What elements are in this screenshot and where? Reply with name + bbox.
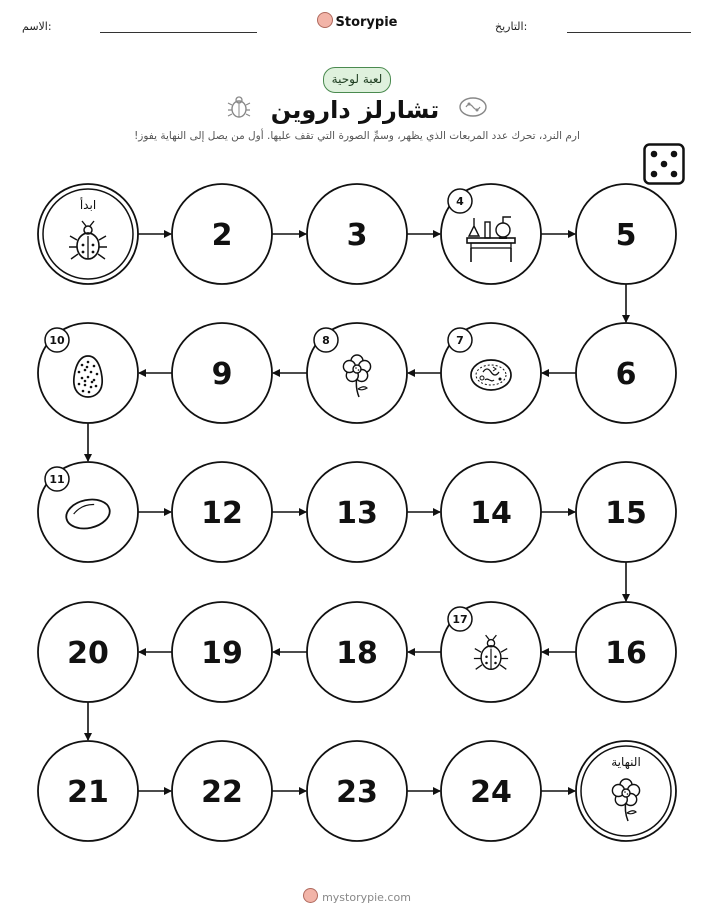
board-cell [38, 323, 138, 423]
name-label: الاسم: [22, 20, 52, 33]
end-label: النهاية [611, 755, 641, 769]
board-cell [307, 741, 407, 841]
board-cell [307, 184, 407, 284]
board-cell [307, 462, 407, 562]
board-cell [38, 741, 138, 841]
cell-number: 13 [336, 496, 378, 531]
cell-number: 18 [336, 636, 378, 671]
board-cell [576, 741, 676, 841]
board-cell [172, 184, 272, 284]
board-cell [307, 323, 407, 423]
board-cell [576, 462, 676, 562]
cell-number: 8 [322, 334, 330, 347]
cell-number: 20 [67, 636, 109, 671]
board-cell [441, 184, 541, 284]
instructions: ارم النرد، تحرك عدد المربعات الذي يظهر، وسمِّ الصورة التي تقف عليها. أول من يصل إلى النهاية يفوز! [134, 130, 580, 142]
cell-number: 10 [49, 334, 65, 347]
board-cell [172, 741, 272, 841]
board-cell [38, 184, 138, 284]
cell-number: 7 [456, 334, 464, 347]
footer [0, 888, 714, 904]
cell-number: 16 [605, 636, 647, 671]
cell-number: 15 [605, 496, 647, 531]
cell-number: 19 [201, 636, 243, 671]
title-text: تشارلز داروين [270, 96, 440, 124]
cell-number: 12 [201, 496, 243, 531]
cell-number: 2 [211, 218, 233, 253]
board-cell [576, 602, 676, 702]
date-label: التاريخ: [495, 20, 528, 33]
cell-number: 9 [211, 357, 233, 392]
cell-number: 4 [456, 195, 464, 208]
cell-number: 5 [615, 218, 637, 253]
cell-number: 23 [336, 775, 378, 810]
board-cell [576, 184, 676, 284]
board-cell [441, 602, 541, 702]
cell-number: 14 [470, 496, 512, 531]
game-type-badge: لعبة لوحية [323, 67, 391, 93]
board-cell [172, 602, 272, 702]
board-cell [441, 462, 541, 562]
cell-number: 3 [346, 218, 368, 253]
cell-number: 6 [615, 357, 637, 392]
cell-number: 17 [452, 613, 468, 626]
board-cell [38, 462, 138, 562]
cell-number: 24 [470, 775, 512, 810]
storypie-logo-icon [303, 888, 318, 903]
board-cell [441, 741, 541, 841]
cell-number: 22 [201, 775, 243, 810]
board-cell [172, 323, 272, 423]
board-cell [576, 323, 676, 423]
board-cell [172, 462, 272, 562]
brand-name: Storypie [335, 15, 398, 30]
board-cell [441, 323, 541, 423]
start-label: ابدأ [79, 198, 97, 212]
cell-number: 11 [49, 473, 65, 486]
footer-url[interactable]: mystorypie.com [322, 891, 411, 904]
cell-number: 21 [67, 775, 109, 810]
board-cell [307, 602, 407, 702]
board-cell [38, 602, 138, 702]
